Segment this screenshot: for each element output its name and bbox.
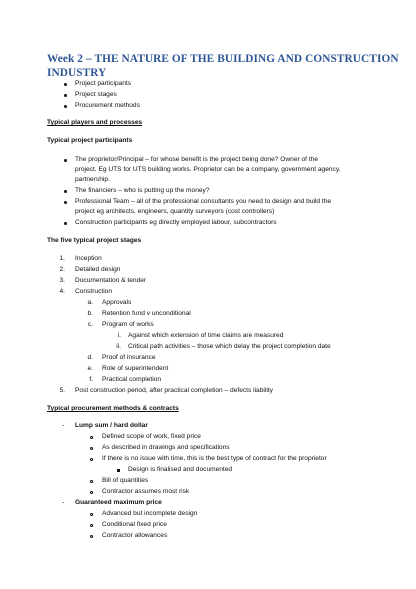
stage-subsubitem: Critical path activities – those which delay the project completion date — [128, 343, 331, 350]
procurement-detail: Contractor allowances — [102, 532, 168, 539]
list-roman: i. — [117, 332, 121, 339]
procurement-detail: If there is no issue with time, this is the best type of contract for the proprietor — [102, 455, 327, 462]
bullet-icon — [64, 94, 67, 97]
procurement-subdetail: Design is finalised and documented — [128, 466, 233, 473]
circle-bullet-icon — [90, 491, 93, 494]
page-title-line-1: Week 2 – THE NATURE OF THE BUILDING AND CONSTRUCTION — [47, 53, 399, 65]
stage-subitem: Retention fund v unconditional — [102, 310, 191, 317]
bullet-icon — [64, 105, 67, 108]
circle-bullet-icon — [90, 535, 93, 538]
bullet-icon — [64, 190, 67, 193]
procurement-method: Lump sum / hard dollar — [75, 422, 148, 429]
participant-line: The proprietor/Principal – for whose benefit is the project being done? Owner of the — [75, 156, 319, 163]
subsection-heading: Typical project participants — [47, 137, 133, 144]
circle-bullet-icon — [90, 513, 93, 516]
list-roman: ii. — [116, 343, 121, 350]
stage-subitem: Practical completion — [102, 376, 162, 383]
intro-item: Project participants — [75, 80, 132, 87]
procurement-detail: Conditional fixed price — [102, 521, 167, 528]
participant-line: Professional Team – all of the professional consultants you need to design and build the — [75, 198, 332, 205]
section-heading: Typical procurement methods & contracts — [47, 405, 179, 412]
procurement-detail: Bill of quantities — [102, 477, 149, 484]
stage-item: Inception — [75, 255, 102, 262]
participant-line: project. Eg UTS for UTS building works. Proprietor can be a company, government agency, — [75, 166, 341, 173]
stage-item: Post construction period, after practical completion – defects liability — [75, 387, 273, 394]
procurement-detail: Advanced but incomplete design — [102, 510, 198, 517]
stage-subitem: Approvals — [102, 299, 132, 306]
procurement-detail: As described in drawings and specifications — [102, 444, 230, 451]
stage-subitem: Proof of insurance — [102, 354, 156, 361]
subsection-heading: The five typical project stages — [47, 237, 142, 244]
list-letter: f. — [89, 376, 93, 383]
procurement-detail: Contractor assumes most risk — [102, 488, 190, 495]
intro-item: Project stages — [75, 91, 117, 98]
list-letter: d. — [87, 354, 93, 361]
section-heading: Typical players and processes — [47, 119, 143, 126]
bullet-icon — [64, 222, 67, 225]
list-number: 1. — [59, 255, 65, 262]
list-letter: b. — [87, 310, 93, 317]
stage-subitem: Program of works — [102, 321, 154, 328]
bullet-icon — [64, 159, 67, 162]
stage-subitem: Role of superintendent — [102, 365, 169, 372]
participant-line: partnership. — [75, 176, 110, 183]
participant-line: The financiers – who is putting up the money? — [75, 187, 210, 194]
circle-bullet-icon — [90, 458, 93, 461]
list-number: 3. — [59, 277, 65, 284]
procurement-method: Guaranteed maximum price — [75, 499, 162, 506]
stage-subsubitem: Against which extension of time claims are measured — [128, 332, 284, 339]
bullet-icon — [64, 201, 67, 204]
stage-item: Documentation & tender — [75, 277, 147, 284]
list-letter: e. — [87, 365, 93, 372]
stage-item: Detailed design — [75, 266, 121, 273]
list-letter: c. — [87, 321, 93, 328]
dash-marker: - — [62, 499, 65, 506]
circle-bullet-icon — [90, 480, 93, 483]
list-letter: a. — [87, 299, 93, 306]
list-number: 4. — [59, 288, 65, 295]
participant-line: Construction participants eg directly employed labour, subcontractors — [75, 219, 277, 226]
stage-item: Construction — [75, 288, 113, 295]
list-number: 5. — [59, 387, 65, 394]
bullet-icon — [64, 83, 67, 86]
square-bullet-icon — [117, 469, 120, 472]
circle-bullet-icon — [90, 447, 93, 450]
procurement-detail: Defined scope of work, fixed price — [102, 433, 201, 440]
circle-bullet-icon — [90, 436, 93, 439]
participant-line: project eg architects, engineers, quantity surveyors (cost controllers) — [75, 208, 275, 215]
intro-item: Procurement methods — [75, 102, 140, 109]
dash-marker: - — [62, 422, 65, 429]
list-number: 2. — [59, 266, 65, 273]
page-title-line-2: INDUSTRY — [47, 67, 107, 79]
circle-bullet-icon — [90, 524, 93, 527]
